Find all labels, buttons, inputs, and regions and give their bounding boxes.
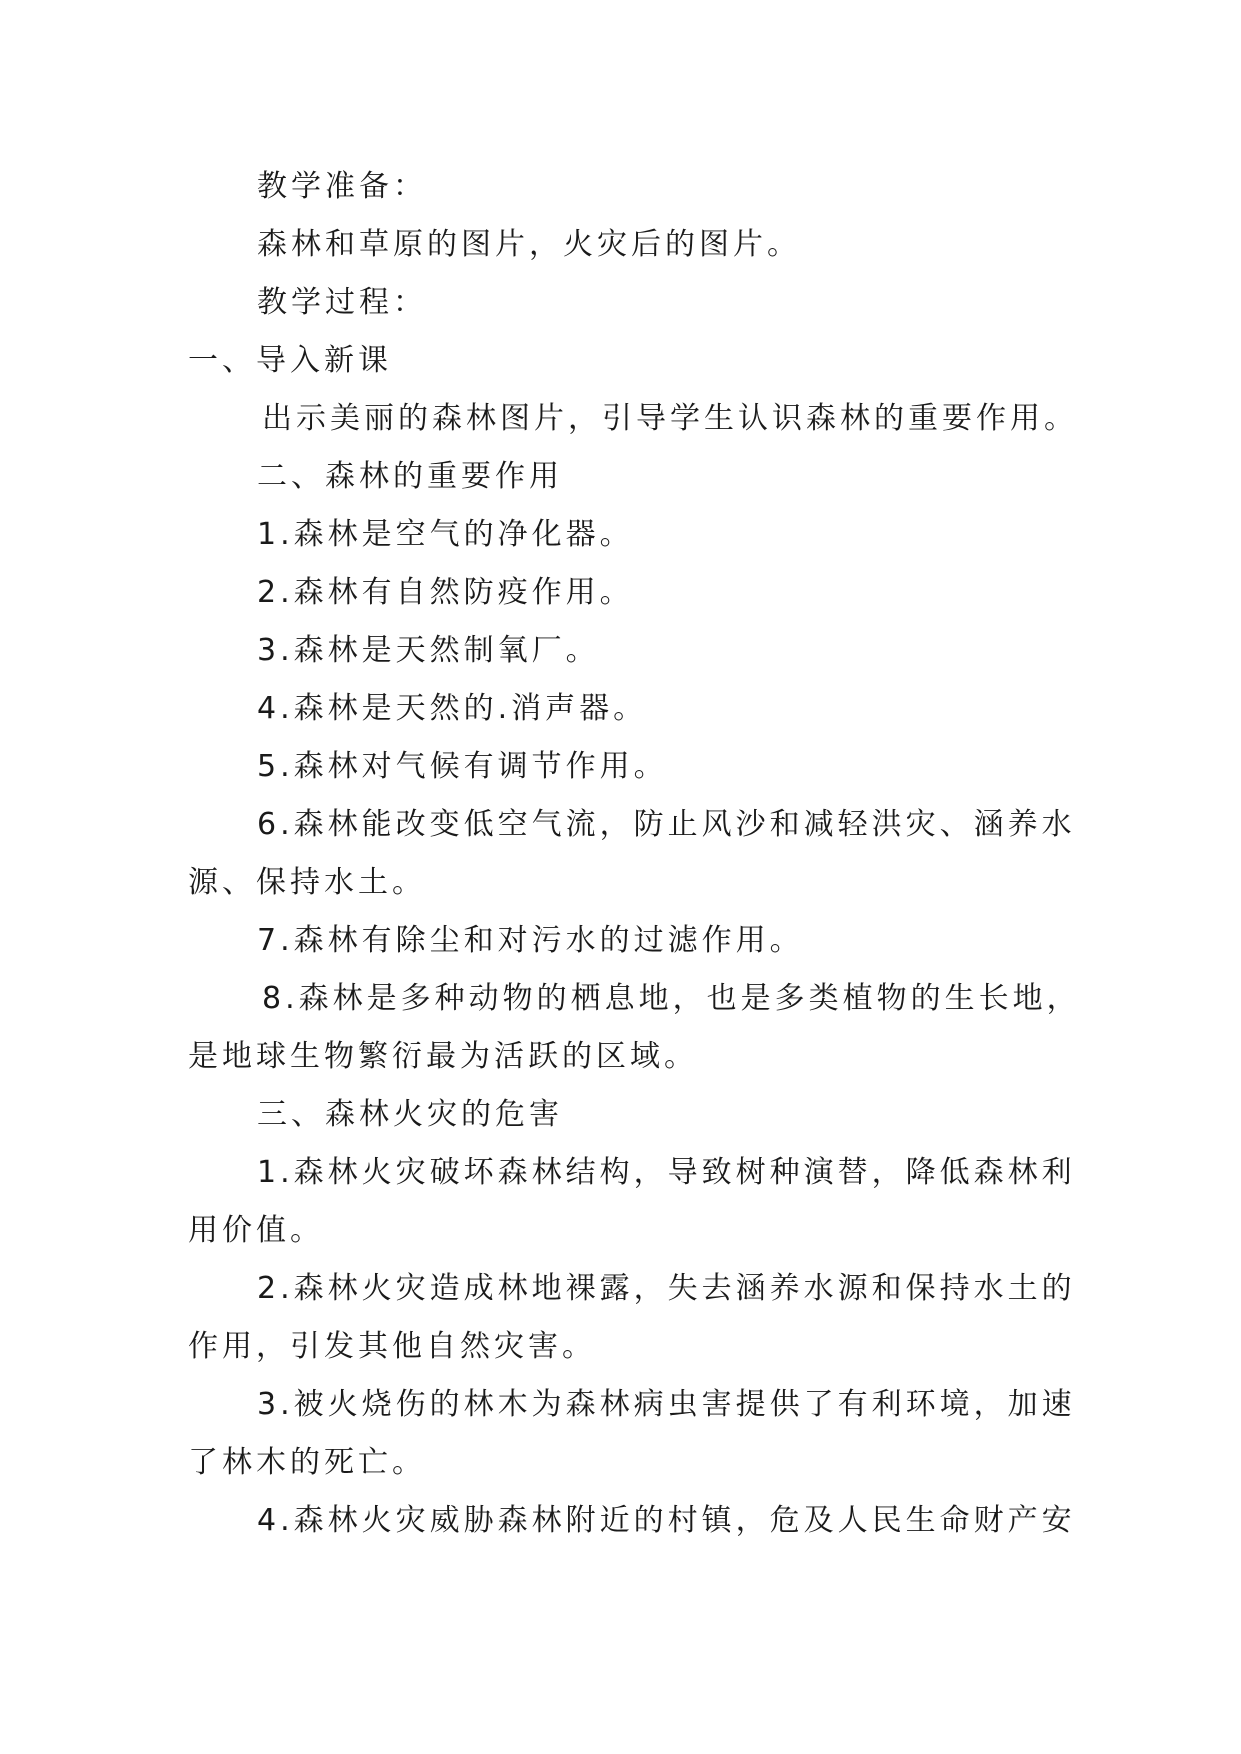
section-3-item-continued: 了林木的死亡。 bbox=[188, 1445, 426, 1480]
section-2-item-continued: 是地球生物繁衍最为活跃的区域。 bbox=[188, 1039, 698, 1074]
section-2-item: 6.森林能改变低空气流，防止风沙和减轻洪灾、涵养水 bbox=[257, 807, 1076, 842]
section-3-item: 4.森林火灾威胁森林附近的村镇，危及人民生命财产安 bbox=[257, 1503, 1076, 1538]
section-1-content: 出示美丽的森林图片，引导学生认识森林的重要作用。 bbox=[262, 401, 1078, 436]
section-2-heading: 二、森林的重要作用 bbox=[257, 459, 563, 494]
section-3-item: 3.被火烧伤的林木为森林病虫害提供了有利环境，加速 bbox=[257, 1387, 1076, 1422]
section-2-item: 2.森林有自然防疫作用。 bbox=[257, 575, 634, 610]
prep-content: 森林和草原的图片，火灾后的图片。 bbox=[257, 227, 801, 262]
section-1-heading: 一、导入新课 bbox=[188, 343, 392, 378]
section-3-item: 2.森林火灾造成林地裸露，失去涵养水源和保持水土的 bbox=[257, 1271, 1076, 1306]
section-2-item: 7.森林有除尘和对污水的过滤作用。 bbox=[257, 923, 804, 958]
section-2-item-continued: 源、保持水土。 bbox=[188, 865, 426, 900]
section-3-item: 1.森林火灾破坏森林结构，导致树种演替，降低森林利 bbox=[257, 1155, 1076, 1190]
section-2-item: 4.森林是天然的.消声器。 bbox=[257, 691, 648, 726]
section-2-item: 3.森林是天然制氧厂。 bbox=[257, 633, 600, 668]
section-3-item-continued: 作用，引发其他自然灾害。 bbox=[188, 1329, 596, 1364]
section-2-item: 5.森林对气候有调节作用。 bbox=[257, 749, 668, 784]
section-2-item: 1.森林是空气的净化器。 bbox=[257, 517, 634, 552]
section-3-item-continued: 用价值。 bbox=[188, 1213, 324, 1248]
section-2-item: 8.森林是多种动物的栖息地，也是多类植物的生长地， bbox=[262, 981, 1081, 1016]
prep-heading: 教学准备： bbox=[257, 169, 427, 204]
process-heading: 教学过程： bbox=[257, 285, 427, 320]
section-3-heading: 三、森林火灾的危害 bbox=[257, 1097, 563, 1132]
